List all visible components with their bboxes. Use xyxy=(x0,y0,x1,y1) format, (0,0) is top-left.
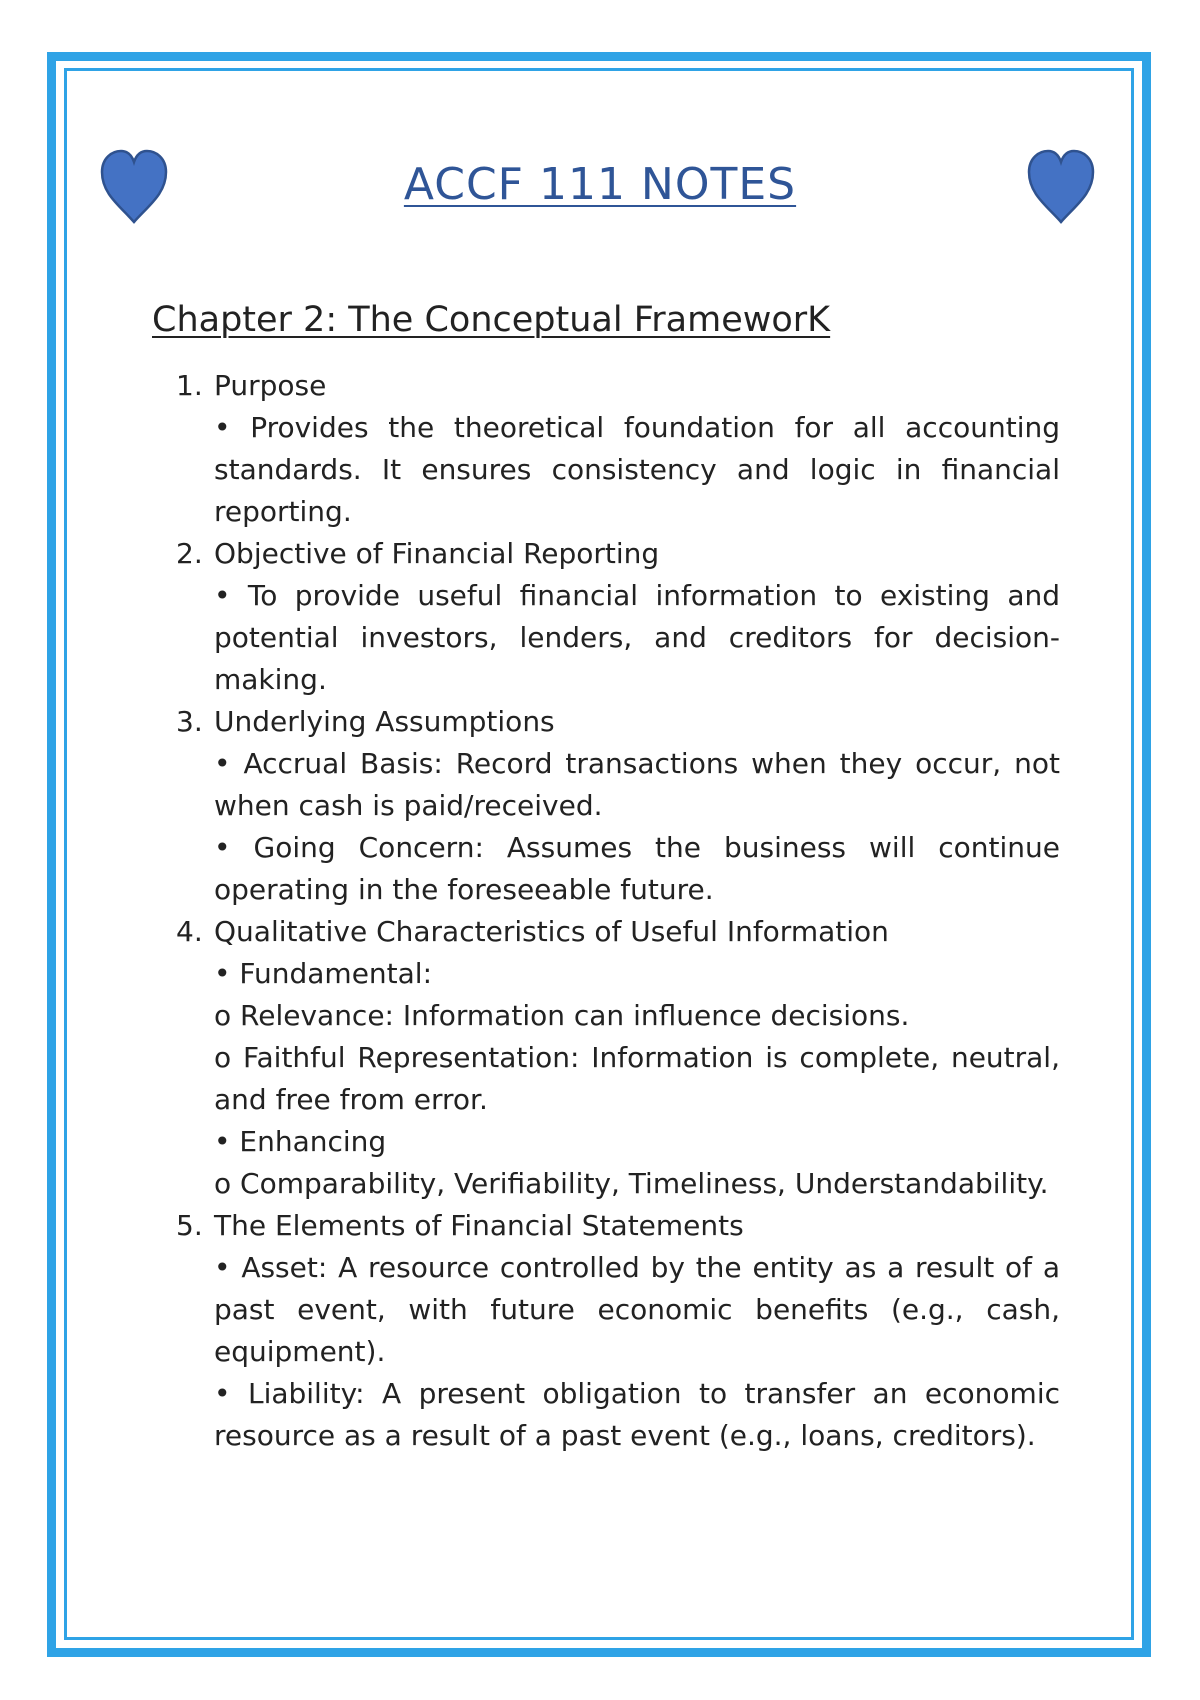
sub-bullet-paragraph: o Faithful Representation: Information is complete, neutral, and free from error. xyxy=(214,1041,1060,1116)
sub-bullet-paragraph: o Comparability, Verifiability, Timeliness, Understandability. xyxy=(214,1167,1049,1200)
section-assumptions xyxy=(176,701,1060,911)
bullet-paragraph: • Enhancing xyxy=(214,1125,387,1158)
section-heading-text: Qualitative Characteristics of Useful Information xyxy=(214,915,889,948)
bullet-paragraph: • Going Concern: Assumes the business will continue operating in the foreseeable future. xyxy=(214,831,1060,906)
sub-bullet-paragraph: o Relevance: Information can influence decisions. xyxy=(214,999,910,1032)
section-heading xyxy=(176,365,1060,407)
section-heading xyxy=(176,1205,1060,1247)
section-heading-text: Underlying Assumptions xyxy=(214,705,555,738)
bullet-paragraph: • Fundamental: xyxy=(214,957,433,990)
section-number: 3. xyxy=(176,705,203,738)
page-title xyxy=(0,158,1200,212)
section-purpose xyxy=(176,365,1060,533)
bullet-paragraph: • Asset: A resource controlled by the entity as a result of a past event, with future economic benefits (e.g., cash, equipment). xyxy=(214,1251,1060,1368)
section-number: 4. xyxy=(176,915,203,948)
section-elements xyxy=(176,1205,1060,1457)
section-objective xyxy=(176,533,1060,701)
page-title-text: ACCF 111 NOTES xyxy=(403,159,797,210)
bullet-paragraph: • Provides the theoretical foundation for all accounting standards. It ensures consistency and logic in financial reporting. xyxy=(214,411,1060,528)
section-number: 2. xyxy=(176,537,203,570)
section-heading-text: Purpose xyxy=(214,369,327,402)
section-heading xyxy=(176,911,1060,953)
notes-content xyxy=(176,365,1060,1457)
bullet-paragraph: • To provide useful financial information to existing and potential investors, lenders, and creditors for decision-making. xyxy=(214,579,1060,696)
section-heading xyxy=(176,701,1060,743)
section-qualitative xyxy=(176,911,1060,1205)
bullet-paragraph: • Accrual Basis: Record transactions when they occur, not when cash is paid/received. xyxy=(214,747,1060,822)
section-heading xyxy=(176,533,1060,575)
section-number: 5. xyxy=(176,1209,203,1242)
chapter-heading xyxy=(152,297,830,343)
section-heading-text: The Elements of Financial Statements xyxy=(214,1209,744,1242)
section-number: 1. xyxy=(176,369,203,402)
bullet-paragraph: • Liability: A present obligation to transfer an economic resource as a result of a past event (e.g., loans, creditors). xyxy=(214,1377,1060,1452)
chapter-heading-text: Chapter 2: The Conceptual FrameworK xyxy=(152,300,831,340)
section-heading-text: Objective of Financial Reporting xyxy=(214,537,660,570)
